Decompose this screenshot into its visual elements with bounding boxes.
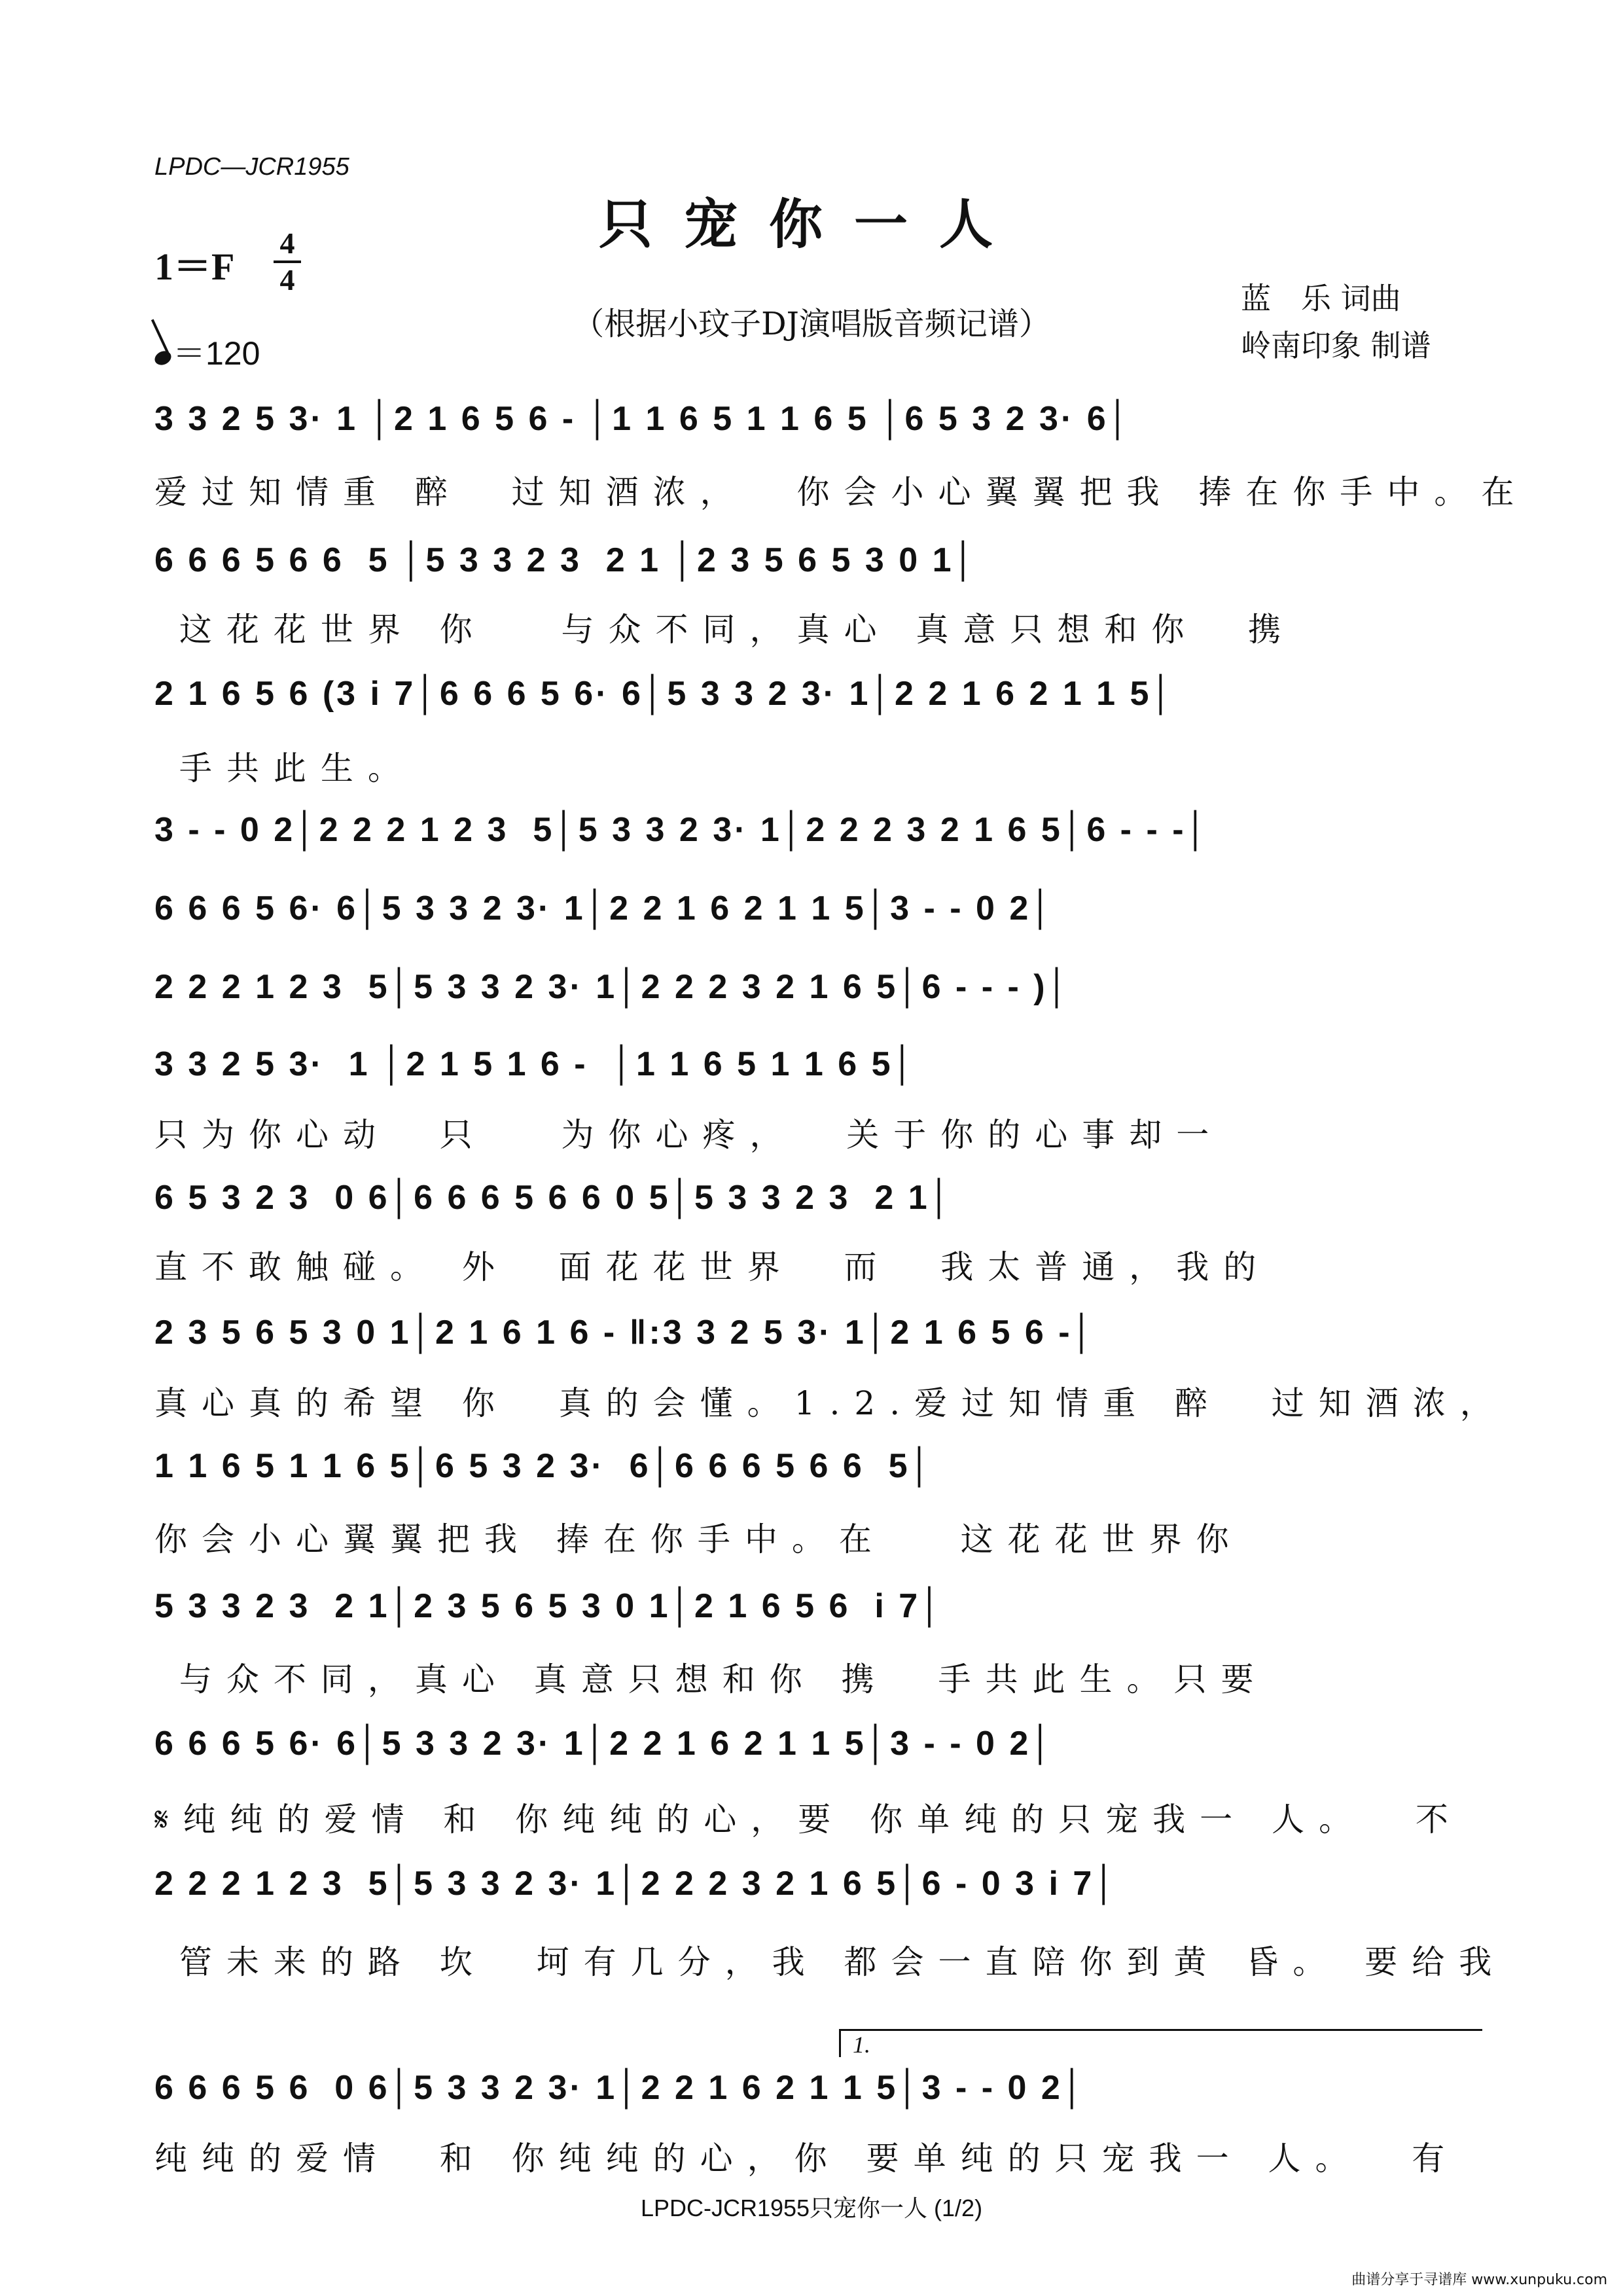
credit-lyrics: 蓝 乐 词曲 [1241,281,1401,316]
notation-line-4: 3 - - 0 2│2 2 2 1 2 3 5│5 3 3 2 3· 1│2 2 2 3 2 1 6 5│6 - - -│ [154,811,1211,849]
time-signature [274,228,301,296]
key-signature: 1＝F [154,245,235,288]
song-title: 只宠你一人 [598,193,1024,256]
credit-score: 岭南印象 制谱 [1241,328,1431,363]
lyric-line-2: 这花花世界 你 与众不同，真心 真意只想和你 携 [154,611,1296,649]
notation-line-2: 6 6 6 5 6 6 5 │5 3 3 2 3 2 1 │2 3 5 6 5 3 0 1│ [154,541,978,579]
notation-line-1: 3 3 2 5 3· 1 │2 1 6 5 6 - │1 1 6 5 1 1 6 5 │6 5 3 2 3· 6│ [154,400,1133,438]
notation-line-8: 6 5 3 2 3 0 6│6 6 6 5 6 6 0 5│5 3 3 2 3 2 1│ [154,1179,954,1217]
notation-line-9: 2 3 5 6 5 3 0 1│2 1 6 1 6 - ‖:3 3 2 5 3· 1│2 1 6 5 6 -│ [154,1314,1097,1352]
notation-line-3: 2 1 6 5 6 (3 i 7│6 6 6 5 6· 6│5 3 3 2 3· 1│2 2 1 6 2 1 1 5│ [154,675,1175,713]
lyric-line-14: 纯纯的爱情 和 你纯纯的心，你 要单纯的只宠我一 人。 有 [154,2140,1459,2178]
subtitle: （根据小玟子DJ演唱版音频记谱） [573,306,1050,342]
lyric-line-10: 你会小心翼翼把我 捧在你手中。在 这花花世界你 [154,1520,1243,1558]
tempo-value: ＝120 [173,335,260,372]
site-watermark: 曲谱分享于寻谱库 www.xunpuku.com [1351,2272,1607,2288]
notation-line-5: 6 6 6 5 6· 6│5 3 3 2 3· 1│2 2 1 6 2 1 1 5│3 - - 0 2│ [154,889,1055,927]
lyric-line-3: 手共此生。 [154,749,415,787]
score-code: LPDC—JCR1955 [154,153,349,181]
tempo-marking [154,327,260,374]
quarter-note-icon [152,348,173,367]
volta-bracket [839,2029,1482,2057]
notation-line-11: 5 3 3 2 3 2 1│2 3 5 6 5 3 0 1│2 1 6 5 6 i 7│ [154,1587,944,1625]
page-footer: LPDC-JCR1955只宠你一人 (1/2) [640,2195,983,2221]
lyric-line-8: 直不敢触碰。 外 面花花世界 而 我太普通，我的 [154,1248,1271,1286]
lyric-line-13: 管未来的路 坎 坷有几分，我 都会一直陪你到黄 昏。 要给我 [154,1943,1507,1981]
volta-label: 1. [853,2032,870,2058]
notation-line-12: 6 6 6 5 6· 6│5 3 3 2 3· 1│2 2 1 6 2 1 1 5│3 - - 0 2│ [154,1725,1055,1763]
notation-line-6: 2 2 2 1 2 3 5│5 3 3 2 3· 1│2 2 2 3 2 1 6 5│6 - - - )│ [154,968,1072,1006]
notation-line-10: 1 1 6 5 1 1 6 5│6 5 3 2 3· 6│6 6 6 5 6 6 5│ [154,1447,935,1485]
lyric-line-1: 爱过知情重 醉 过知酒浓， 你会小心翼翼把我 捧在你手中。在 [154,473,1529,511]
lyric-line-9: 真心真的希望 你 真的会懂。1.2.爱过知情重 醉 过知酒浓， [154,1384,1507,1422]
lyric-line-11: 与众不同，真心 真意只想和你 携 手共此生。只要 [154,1660,1268,1698]
notation-line-13: 2 2 2 1 2 3 5│5 3 3 2 3· 1│2 2 2 3 2 1 6 5│6 - 0 3 i 7│ [154,1865,1118,1903]
notation-line-14: 6 6 6 5 6 0 6│5 3 3 2 3· 1│2 2 1 6 2 1 1 5│3 - - 0 2│ [154,2069,1087,2107]
lyric-line-7: 只为你心动 只 为你心疼， 关于你的心事却一 [154,1116,1224,1154]
lyric-line-12: 𝄋纯纯的爱情 和 你纯纯的心，要 你单纯的只宠我一 人。 不 [154,1801,1463,1839]
notation-line-7: 3 3 2 5 3· 1 │2 1 5 1 6 - │1 1 6 5 1 1 6 5│ [154,1045,918,1083]
time-signature-bottom: 4 [279,263,295,296]
time-signature-top: 4 [279,226,295,260]
